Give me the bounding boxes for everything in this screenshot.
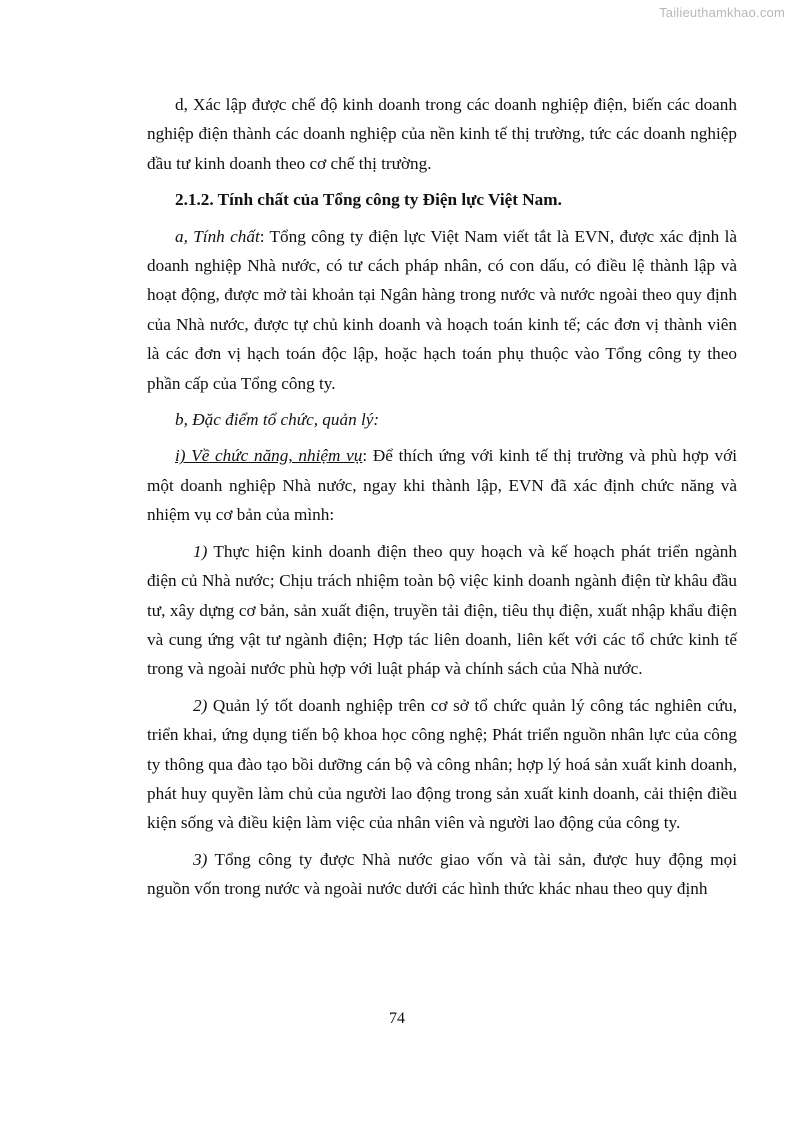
list-number: 3) bbox=[193, 849, 208, 869]
list-number: 2) bbox=[193, 695, 208, 715]
watermark: Tailieuthamkhao.com bbox=[659, 5, 785, 20]
list-item-2 bbox=[147, 691, 737, 838]
section-heading: 2.1.2. Tính chất của Tổng công ty Điện lực Việt Nam. bbox=[175, 190, 562, 210]
tinh-chat-text: : Tổng công ty điện lực Việt Nam viết tắt là EVN, được xác định là doanh nghiệp Nhà nước, có tư cách pháp nhân, có con dấu, có điều lệ thành lập và hoạt động, được mở tài khoản tại Ngân hàng trong nước và nước ngoài theo quy định của Nhà nước, được tự chủ kinh doanh và hoạch toán kinh tế; các đơn vị thành viên là các đơn vị hạch toán độc lập, hoặc hạch toán phụ thuộc vào Tổng công ty theo phần cấp của Tổng công ty. bbox=[147, 226, 737, 393]
paragraph-dac-diem: b, Đặc điểm tổ chức, quản lý: bbox=[175, 410, 380, 430]
paragraph-chuc-nang bbox=[147, 441, 737, 529]
tinh-chat-label: a, Tính chất bbox=[175, 226, 260, 246]
paragraph-d: d, Xác lập được chế độ kinh doanh trong các doanh nghiệp điện, biến các doanh nghiệp điện thành các doanh nghiệp của nền kinh tế thị trường, tức các doanh nghiệp đầu tư kinh doanh theo cơ chế thị trường. bbox=[147, 95, 737, 173]
list-text: Thực hiện kinh doanh điện theo quy hoạch và kế hoạch phát triển ngành điện củ Nhà nước; Chịu trách nhiệm toàn bộ việc kinh doanh ngành điện từ khâu đầu tư, xây dựng cơ bản, sản xuất điện, truyền tải điện, tiêu thụ điện, xuất nhập khẩu điện và cung ứng vật tư ngành điện; Hợp tác liên doanh, liên kết với các tổ chức kinh tế trong và ngoài nước phù hợp với luật pháp và chính sách của Nhà nước. bbox=[147, 541, 737, 679]
paragraph-tinh-chat bbox=[147, 222, 737, 398]
list-item-1 bbox=[147, 537, 737, 684]
list-item-3 bbox=[147, 845, 737, 904]
chuc-nang-label: i) Về chức năng, nhiệm vụ bbox=[175, 446, 363, 466]
list-text: Tổng công ty được Nhà nước giao vốn và tài sản, được huy động mọi nguồn vốn trong nước và ngoài nước dưới các hình thức khác nhau theo quy định bbox=[147, 849, 737, 899]
page-number: 74 bbox=[389, 1010, 405, 1027]
list-number: 1) bbox=[193, 541, 208, 561]
chuc-nang-text: : Để thích ứng với kinh tế thị trường và phù hợp với một doanh nghiệp Nhà nước, ngay khi thành lập, EVN đã xác định chức năng và nhiệm vụ cơ bản của mình: bbox=[147, 446, 738, 525]
document-body bbox=[147, 90, 737, 911]
list-text: Quản lý tốt doanh nghiệp trên cơ sở tổ chức quản lý công tác nghiên cứu, triển khai, ứng dụng tiến bộ khoa học công nghệ; Phát triển nguồn nhân lực của công ty thông qua đào tạo bồi dưỡng cán bộ và công nhân; hợp lý hoá sản xuất kinh doanh, phát huy quyền làm chủ của người lao động trong sản xuất kinh doanh, cải thiện điều kiện sống và điều kiện làm việc của nhân viên và người lao động của công ty. bbox=[147, 695, 737, 833]
